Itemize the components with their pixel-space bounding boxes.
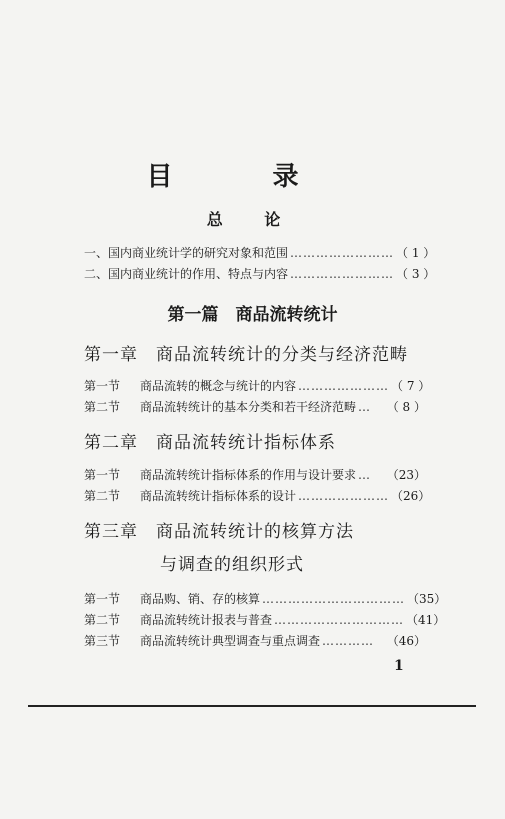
section-title: 商品流转的概念与统计的内容 xyxy=(140,379,297,393)
chapter-number: 第二章 xyxy=(84,433,138,453)
leader-dots: ………… xyxy=(322,634,375,648)
chapter-title: 商品流转统计的核算方法 xyxy=(156,522,354,542)
toc-entry[interactable] xyxy=(84,244,436,261)
intro-heading: 总 论 xyxy=(206,210,299,229)
toc-section[interactable] xyxy=(84,466,426,483)
title-char-2: 录 xyxy=(272,162,359,192)
leader-dots: …………………… xyxy=(290,267,395,281)
section-title: 商品流转统计指标体系的作用与设计要求 xyxy=(140,468,357,482)
chapter-heading xyxy=(84,340,408,365)
page-title xyxy=(0,156,505,193)
section-page: （35） xyxy=(407,592,447,606)
chapter-heading xyxy=(84,428,336,453)
section-title: 商品流转统计典型调查与重点调查 xyxy=(140,634,321,648)
section-title: 商品流转统计报表与普查 xyxy=(140,613,273,627)
toc-section[interactable] xyxy=(84,487,431,504)
leader-dots: ………………………… xyxy=(274,613,405,627)
footer-rule xyxy=(28,705,476,707)
leader-dots: …………………… xyxy=(290,246,395,260)
chapter-number: 第三章 xyxy=(84,522,138,542)
section-number: 第三节 xyxy=(84,634,121,648)
section-number: 第一节 xyxy=(84,592,121,606)
toc-section[interactable] xyxy=(84,632,426,649)
toc-section[interactable] xyxy=(84,377,431,394)
leader-dots: …………………………… xyxy=(262,592,406,606)
section-title: 商品流转统计指标体系的设计 xyxy=(140,489,297,503)
title-char-1: 目 xyxy=(146,162,233,192)
chapter-title: 商品流转统计的分类与经济范畴 xyxy=(156,345,408,365)
chapter-heading xyxy=(84,517,354,542)
section-number: 第二节 xyxy=(84,400,121,414)
chapter-title: 商品流转统计指标体系 xyxy=(156,433,336,453)
leader-dots: … xyxy=(358,400,372,414)
leader-dots: ………………… xyxy=(298,379,390,393)
section-title: 商品购、销、存的核算 xyxy=(140,592,261,606)
section-number: 第一节 xyxy=(84,379,121,393)
section-page: （ 7 ） xyxy=(391,379,431,393)
section-number: 第二节 xyxy=(84,613,121,627)
toc-entry[interactable] xyxy=(84,265,436,282)
toc-entry-label: 一、国内商业统计学的研究对象和范围 xyxy=(84,246,289,260)
part-heading: 第一篇 商品流转统计 xyxy=(167,305,338,325)
chapter-number: 第一章 xyxy=(84,345,138,365)
page-number: 1 xyxy=(394,658,404,674)
section-number: 第一节 xyxy=(84,468,121,482)
section-title: 商品流转统计的基本分类和若干经济范畴 xyxy=(140,400,357,414)
section-page: （41） xyxy=(406,613,446,627)
toc-entry-page: （ 3 ） xyxy=(396,267,436,281)
section-number: 第二节 xyxy=(84,489,121,503)
chapter-title-line2: 与调查的组织形式 xyxy=(160,555,304,575)
toc-section[interactable] xyxy=(84,590,447,607)
toc-section[interactable] xyxy=(84,398,426,415)
section-page: （ 8 ） xyxy=(386,400,426,414)
leader-dots: … xyxy=(358,468,372,482)
toc-entry-label: 二、国内商业统计的作用、特点与内容 xyxy=(84,267,289,281)
section-page: （26） xyxy=(391,489,431,503)
leader-dots: ………………… xyxy=(298,489,390,503)
section-page: （23） xyxy=(386,468,426,482)
section-page: （46） xyxy=(386,634,426,648)
toc-section[interactable] xyxy=(84,611,446,628)
toc-entry-page: （ 1 ） xyxy=(396,246,436,260)
